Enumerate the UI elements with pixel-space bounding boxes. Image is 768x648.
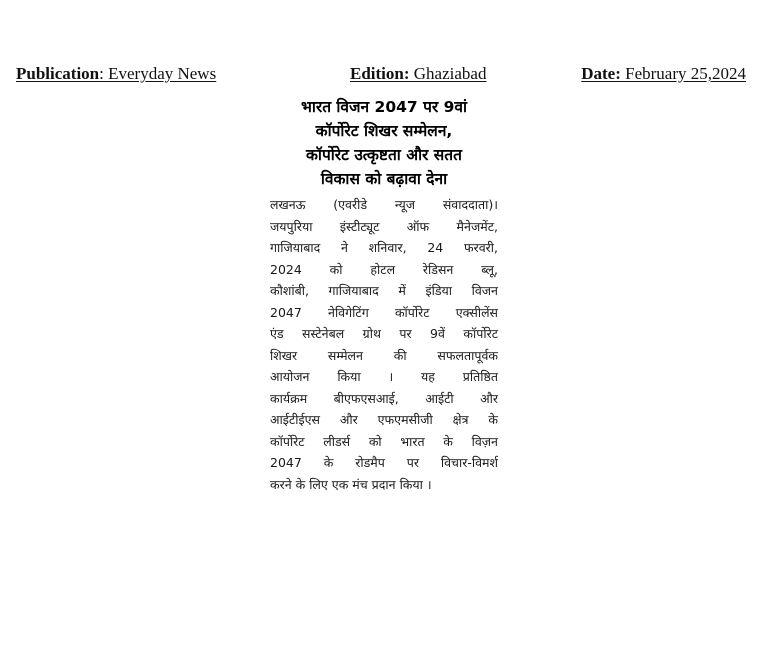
body-line: कार्यक्रम बीएफएसआई, आईटी और bbox=[270, 390, 498, 406]
body-line: आयोजन किया । यह प्रतिष्ठित bbox=[270, 369, 498, 384]
article-headline bbox=[270, 95, 498, 191]
body-line: 2024 को होटल रेडिसन ब्लू, bbox=[270, 261, 498, 277]
body-line: 2047 नेविगेटिंग कॉर्पोरेट एक्सीलेंस bbox=[270, 304, 498, 320]
body-line: कौशांबी, गाजियाबाद में इंडिया विजन bbox=[270, 283, 498, 298]
body-line: एंड सस्टेनेबल ग्रोथ पर 9वें कॉर्पोरेट bbox=[270, 326, 498, 341]
headline-line: भारत विजन 2047 पर 9वां bbox=[300, 98, 468, 116]
body-line: कॉर्पोरेट लीडर्स को भारत के विज़न bbox=[270, 433, 498, 449]
publication-value: : Everyday News bbox=[99, 64, 217, 83]
publication-label: Publication bbox=[16, 64, 100, 83]
edition-label: Edition: bbox=[350, 64, 410, 83]
body-line: 2047 के रोडमैप पर विचार-विमर्श bbox=[270, 455, 498, 470]
date-field bbox=[581, 64, 746, 84]
body-line: लखनऊ (एवरीडे न्यूज संवाददाता)। bbox=[270, 197, 498, 212]
article-body bbox=[270, 194, 498, 495]
body-line: शिखर सम्मेलन की सफलतापूर्वक bbox=[270, 347, 498, 363]
publication-field bbox=[16, 64, 216, 84]
edition-field bbox=[350, 64, 486, 84]
body-line: आईटीईएस और एफएमसीजी क्षेत्र के bbox=[270, 412, 498, 427]
date-value: February 25,2024 bbox=[620, 64, 746, 83]
headline-line: कॉर्पोरेट उत्कृष्टता और सतत bbox=[306, 146, 462, 164]
body-line: करने के लिए एक मंच प्रदान किया । bbox=[270, 476, 432, 492]
headline-line: कॉर्पोरेट शिखर सम्मेलन, bbox=[315, 122, 453, 140]
body-line: गाजियाबाद ने शनिवार, 24 फरवरी, bbox=[270, 240, 498, 255]
edition-value: Ghaziabad bbox=[409, 64, 487, 83]
news-clipping bbox=[270, 95, 498, 495]
clipping-meta-bar bbox=[16, 64, 746, 86]
headline-line: विकास को बढ़ावा देना bbox=[320, 170, 448, 188]
body-line: जयपुरिया इंस्टीट्यूट ऑफ मैनेजमेंट, bbox=[270, 218, 498, 234]
date-label: Date: bbox=[581, 64, 621, 83]
